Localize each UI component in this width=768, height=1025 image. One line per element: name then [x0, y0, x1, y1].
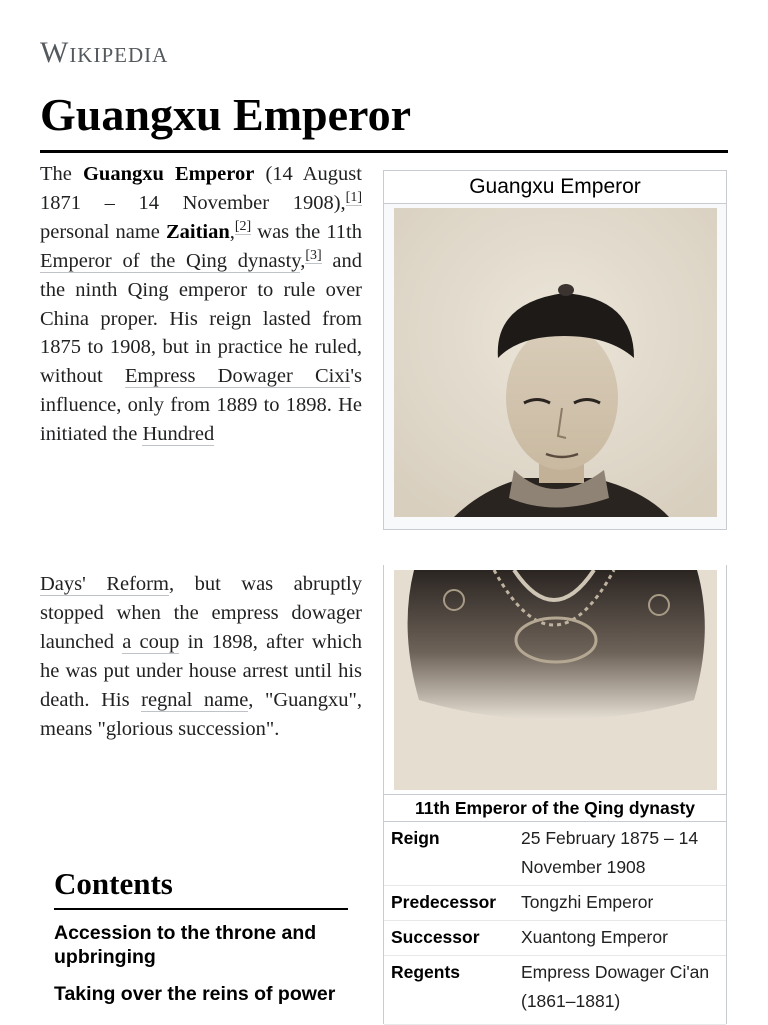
successor-label: Successor: [391, 927, 480, 947]
regents-label: Regents: [391, 962, 461, 982]
portrait-upper-image: [394, 208, 717, 517]
infobox-title: Guangxu Emperor: [384, 171, 726, 204]
reference-3[interactable]: [3]: [305, 247, 322, 263]
portrait-lower-image: [394, 570, 717, 790]
infobox-caption: 11th Emperor of the Qing dynasty: [384, 794, 726, 822]
link-coup[interactable]: a coup: [122, 630, 180, 653]
intro-paragraph: The Guangxu Emperor (14 August 1871 – 14 November 1908),[1] personal name Zaitian,[2] was the 11th Emperor of the Qing dynasty,[3] and the ninth Qing emperor to rule over China proper. His reign lasted from 1875 to 1908, but in practice he ruled, without Empress Dowager Cixi's influence, only from 1889 to 1898. He initiated the Hundred: [40, 163, 362, 446]
page-title: Guangxu Emperor: [40, 89, 412, 140]
link-regnal-name[interactable]: regnal name: [141, 688, 249, 711]
regents-value[interactable]: Empress Dowager Ci'an (1861–1881): [521, 962, 710, 1011]
portrait-photo-bottom[interactable]: [394, 570, 717, 790]
bold-personal-name: Zaitian: [165, 220, 230, 243]
reign-label: Reign: [391, 828, 440, 848]
wikipedia-logo[interactable]: Wikipedia: [40, 36, 169, 69]
portrait-photo-top[interactable]: [394, 208, 717, 517]
title-divider: [40, 150, 728, 153]
contents-heading: Contents: [54, 866, 173, 901]
infobox-row-predecessor: [384, 886, 726, 921]
reign-value: 25 February 1875 – 14 November 1908: [521, 828, 699, 877]
link-hundred-days-reform-cont[interactable]: Days' Reform: [40, 573, 169, 595]
bold-title: Guangxu Emperor: [82, 163, 255, 185]
contents-divider: [54, 908, 348, 910]
continuation-paragraph: Days' Reform, but was abruptly stopped when the empress dowager launched a coup in 1898, after which he was put under house arrest until his death. His regnal name, "Guangxu", means "glorious succession".: [40, 573, 362, 740]
successor-link[interactable]: Xuantong Emperor: [521, 927, 668, 947]
link-emperor-qing[interactable]: Emperor of the Qing dynasty: [40, 249, 301, 272]
predecessor-link[interactable]: Tongzhi Emperor: [521, 892, 654, 912]
reference-2[interactable]: [2]: [234, 218, 252, 234]
infobox-row-successor: [384, 921, 726, 956]
toc-item-taking-over[interactable]: Taking over the reins of power: [54, 983, 336, 1005]
reference-1[interactable]: [1]: [345, 190, 362, 206]
link-cixi[interactable]: Empress Dowager Cixi: [124, 365, 351, 388]
infobox-row-reign: [384, 822, 726, 886]
infobox-row-regents: [384, 956, 726, 1025]
link-hundred-days-reform[interactable]: Hundred: [142, 423, 215, 446]
toc-item-accession[interactable]: Accession to the throne and upbringing: [54, 922, 317, 968]
predecessor-label: Predecessor: [391, 892, 497, 912]
